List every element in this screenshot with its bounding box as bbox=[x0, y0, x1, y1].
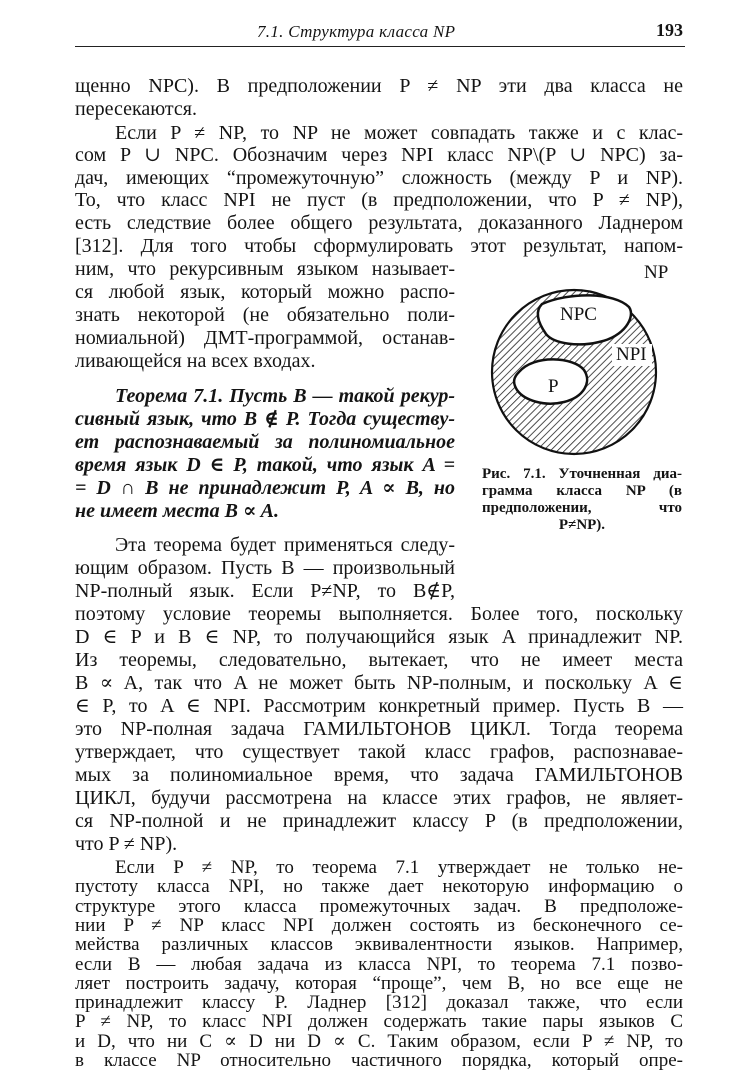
text-line: Если P ≠ NP, то NP не может совпадать также и с клас- bbox=[115, 122, 683, 144]
npi-label: NPI bbox=[616, 344, 647, 365]
text-line: ∈ P, то A ∈ NPI. Рассмотрим конкретный пример. Пусть B — bbox=[75, 695, 683, 717]
npc-label: NPC bbox=[560, 304, 597, 325]
text-line: То, что класс NPI не пуст (в предположении, что P ≠ NP), bbox=[75, 189, 683, 211]
text-line: сом P ∪ NPC. Обозначим через NPI класс NP\(P ∪ NPC) за- bbox=[75, 144, 683, 166]
text-line: Эта теорема будет применяться следу- bbox=[115, 534, 455, 556]
text-line: это NP-полная задача ГАМИЛЬТОНОВ ЦИКЛ. Тогда теорема bbox=[75, 718, 683, 740]
text-line: есть следствие более общего результата, доказанного Ладнером bbox=[75, 212, 683, 234]
text-line: и D, что ни C ∝ D ни D ∝ C. Таким образом, если P ≠ NP, то bbox=[75, 1030, 683, 1052]
text-line: в классе NP относительно частичного порядка, который опре- bbox=[75, 1050, 683, 1071]
figure-caption-line: предположении, что bbox=[482, 500, 682, 516]
page-number: 193 bbox=[656, 20, 683, 40]
text-line: Из теоремы, следовательно, вытекает, что не имеет места bbox=[75, 649, 683, 671]
text-line: D ∈ P и B ∈ NP, то получающийся язык A принадлежит NP. bbox=[75, 626, 683, 648]
theorem-line: сивный язык, что B ∉ P. Тогда существу- bbox=[75, 408, 455, 430]
theorem-line: = D ∩ B не принадлежит P, A ∝ B, но bbox=[75, 477, 455, 499]
text-line: что P ≠ NP). bbox=[75, 833, 178, 855]
text-line: номиальной) ДМТ-программой, останав- bbox=[75, 327, 455, 349]
theorem-line: Теорема 7.1. Пусть B — такой рекур- bbox=[115, 385, 455, 407]
section-title: 7.1. Структура класса NP bbox=[257, 22, 456, 41]
text-line: щенно NPC). В предположении P ≠ NP эти два класса не bbox=[75, 75, 683, 97]
text-line: [312]. Для того чтобы сформулировать этот результат, напом- bbox=[75, 235, 683, 257]
text-line: пересекаются. bbox=[75, 98, 197, 120]
text-line: мых за полиномиальное время, что задача ГАМИЛЬТОНОВ bbox=[75, 764, 683, 786]
figure-caption-line: P≠NP). bbox=[558, 517, 606, 533]
text-line: B ∝ A, так что A не может быть NP-полным, и поскольку A ∈ bbox=[75, 672, 683, 694]
text-line: если B — любая задача из класса NPI, то теорема 7.1 позво- bbox=[75, 953, 683, 975]
text-line: утверждает, что существует такой класс графов, распознавае- bbox=[75, 741, 683, 763]
figure-caption-line: грамма класса NP (в bbox=[482, 483, 682, 499]
text-line: поэтому условие теоремы выполняется. Более того, поскольку bbox=[75, 603, 683, 625]
text-line: ним, что рекурсивным языком называет- bbox=[75, 258, 455, 280]
text-line: пустоту класса NPI, но также дает некоторую информацию о bbox=[75, 876, 683, 898]
text-line: NP-полный язык. Если P≠NP, то B∉P, bbox=[75, 580, 455, 602]
text-line: ливающейся на всех входах. bbox=[75, 350, 316, 372]
np-label: NP bbox=[644, 262, 669, 283]
text-line: дач, имеющих “промежуточную” сложность (между P и NP). bbox=[75, 167, 683, 189]
text-line: знать некоторой (не обязательно поли- bbox=[75, 304, 455, 326]
text-line: структуре этого класса промежуточных задач. В предположе- bbox=[75, 895, 683, 917]
p-label: P bbox=[548, 376, 559, 397]
theorem-line: время язык D ∈ P, такой, что язык A = bbox=[75, 454, 455, 476]
theorem-line: ет распознаваемый за полиномиальное bbox=[75, 431, 455, 453]
text-line: нии P ≠ NP класс NPI должен состоять из бесконечного се- bbox=[75, 914, 683, 936]
theorem-line: не имеет места B ∝ A. bbox=[75, 500, 279, 522]
text-line: мейства различных классов эквивалентности языков. Например, bbox=[75, 934, 683, 956]
np-class-diagram bbox=[484, 262, 684, 462]
text-line: ющим образом. Пусть B — произвольный bbox=[75, 557, 455, 579]
text-line: ляет построить задачу, которая “проще”, чем B, но все еще не bbox=[75, 972, 683, 994]
text-line: ся любой язык, который можно распо- bbox=[75, 281, 455, 303]
text-line: Если P ≠ NP, то теорема 7.1 утверждает не только не- bbox=[115, 857, 683, 878]
figure-caption-line: Рис. 7.1. Уточненная диа- bbox=[482, 466, 682, 482]
header-rule bbox=[75, 46, 685, 47]
running-header bbox=[75, 20, 683, 44]
text-line: принадлежит классу P. Ладнер [312] доказал также, что если bbox=[75, 992, 683, 1014]
text-line: ЦИКЛ, будучи рассмотрена на классе этих графов, не являет- bbox=[75, 787, 683, 809]
text-line: P ≠ NP, то класс NPI должен содержать такие пары языков C bbox=[75, 1011, 683, 1033]
text-line: ся NP-полной и не принадлежит классу P (в предположении, bbox=[75, 810, 683, 832]
